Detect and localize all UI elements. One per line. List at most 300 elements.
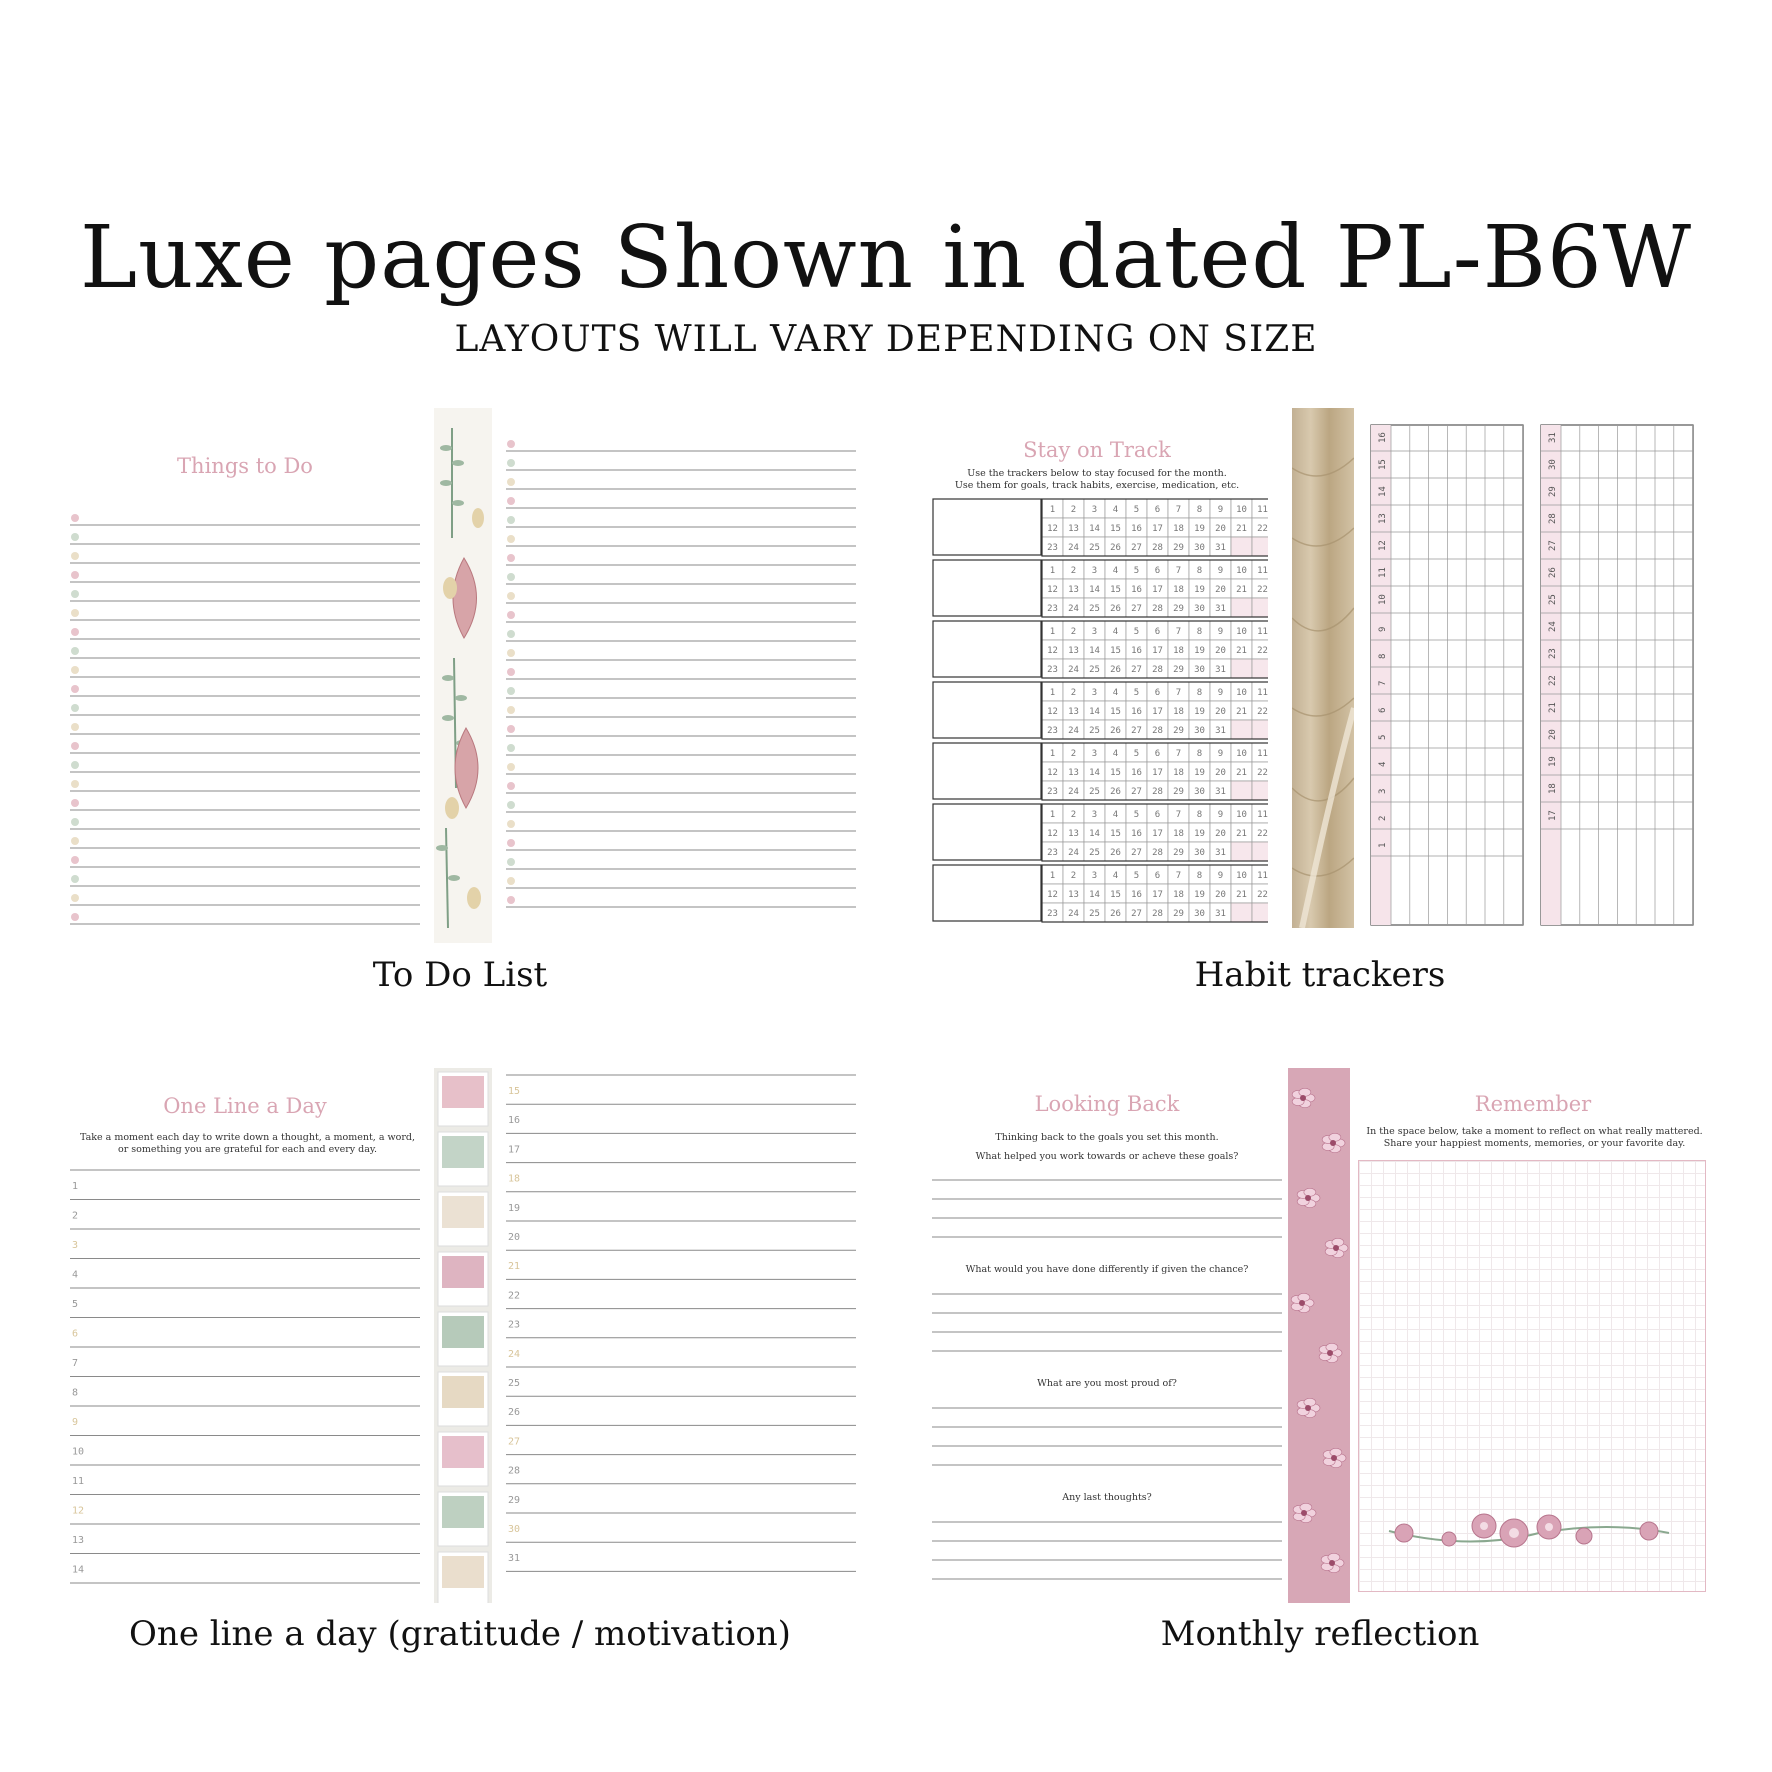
habit-day-number: 30 [1194, 848, 1205, 858]
habit-day-number: 15 [1110, 646, 1121, 656]
habit-day-number: 23 [1047, 787, 1058, 797]
oneline-day-number: 27 [508, 1436, 521, 1448]
habit-day-number: 18 [1173, 829, 1184, 839]
bullet-dot [71, 913, 79, 921]
habit-day-number: 25 [1089, 909, 1100, 919]
habit-day-number: 17 [1152, 890, 1163, 900]
habit-label-box [933, 865, 1041, 921]
habit-day-number: 14 [1089, 829, 1100, 839]
oneline-day-number: 22 [508, 1290, 521, 1302]
habit-label-box [933, 743, 1041, 799]
habit-day-number: 7 [1175, 627, 1182, 637]
tracker-column-17-31 [1540, 424, 1696, 944]
oneline-day-number: 14 [72, 1564, 85, 1576]
habit-day-number: 14 [1089, 524, 1100, 534]
bullet-dot [71, 837, 79, 845]
oneline-day-number: 24 [508, 1348, 521, 1360]
habit-day-number: 10 [1236, 749, 1247, 759]
tracker-day-number: 25 [1548, 594, 1558, 605]
habit-day-number: 19 [1194, 829, 1205, 839]
habit-label-box [933, 560, 1041, 616]
habit-day-number: 8 [1196, 505, 1203, 515]
tracker-day-number: 8 [1378, 653, 1388, 659]
todo-caption: To Do List [372, 955, 548, 995]
habit-day-number: 31 [1215, 848, 1226, 858]
oneline-day-number: 26 [508, 1407, 521, 1419]
habit-day-number: 27 [1131, 543, 1142, 553]
habit-day-number: 26 [1110, 787, 1121, 797]
swatch-color [442, 1376, 484, 1408]
habit-day-number: 25 [1089, 726, 1100, 736]
habit-day-number: 3 [1091, 566, 1098, 576]
habit-day-number: 27 [1131, 787, 1142, 797]
habit-day-number: 29 [1173, 604, 1184, 614]
habit-day-number: 14 [1089, 646, 1100, 656]
habit-day-number: 6 [1154, 627, 1161, 637]
tracker-day-number: 28 [1548, 513, 1558, 524]
bullet-dot [507, 725, 515, 733]
bullet-dot [71, 647, 79, 655]
habit-day-number: 25 [1089, 848, 1100, 858]
habit-day-number: 20 [1215, 646, 1226, 656]
orchid-flower [1323, 1448, 1346, 1467]
habit-day-number: 8 [1196, 566, 1203, 576]
habit-day-number: 29 [1173, 726, 1184, 736]
habit-day-number: 14 [1089, 585, 1100, 595]
habit-day-number: 29 [1173, 909, 1184, 919]
bullet-dot [71, 704, 79, 712]
habit-day-number: 21 [1236, 890, 1247, 900]
habit-caption: Habit trackers [1194, 955, 1446, 995]
orchid-flower [1321, 1553, 1344, 1572]
habit-day-number: 8 [1196, 688, 1203, 698]
bullet-dot [71, 552, 79, 560]
oneline-day-number: 23 [508, 1319, 521, 1331]
habit-day-number: 3 [1091, 871, 1098, 881]
habit-day-number: 22 [1257, 585, 1268, 595]
habit-day-number: 22 [1257, 646, 1268, 656]
habit-day-number: 8 [1196, 627, 1203, 637]
bullet-dot [71, 666, 79, 674]
bullet-dot [71, 780, 79, 788]
oneline-day-number: 11 [72, 1476, 85, 1487]
tracker-number-column [1541, 425, 1561, 925]
todo-right-lines [506, 408, 856, 943]
habit-day-cell [1231, 659, 1252, 678]
habit-day-number: 18 [1173, 768, 1184, 778]
habit-day-number: 20 [1215, 707, 1226, 717]
habit-day-number: 24 [1068, 909, 1079, 919]
swatch-color [442, 1136, 484, 1168]
habit-day-number: 1 [1049, 688, 1056, 698]
bullet-dot [71, 628, 79, 636]
habit-day-number: 13 [1068, 646, 1079, 656]
habit-day-number: 26 [1110, 543, 1121, 553]
reflection-page-title: Looking Back [1034, 1092, 1180, 1116]
page-title: Luxe pages Shown in dated PL-B6W [79, 208, 1693, 308]
habit-day-number: 9 [1217, 688, 1224, 698]
bullet-dot [71, 761, 79, 769]
habit-spread [932, 408, 1697, 928]
habit-day-number: 31 [1215, 726, 1226, 736]
habit-day-number: 28 [1152, 909, 1163, 919]
habit-day-number: 19 [1194, 585, 1205, 595]
bullet-dot [71, 533, 79, 541]
bullet-dot [507, 706, 515, 714]
oneline-day-number: 21 [508, 1261, 521, 1273]
habit-page-title: Stay on Track [1023, 438, 1171, 462]
habit-day-number: 21 [1236, 585, 1247, 595]
tracker-day-number: 30 [1548, 459, 1558, 470]
habit-day-number: 9 [1217, 627, 1224, 637]
habit-day-number: 31 [1215, 787, 1226, 797]
habit-day-number: 13 [1068, 524, 1079, 534]
habit-day-number: 28 [1152, 848, 1163, 858]
habit-day-number: 4 [1112, 871, 1119, 881]
habit-day-number: 7 [1175, 688, 1182, 698]
habit-day-number: 12 [1047, 768, 1058, 778]
tracker-number-column [1371, 425, 1391, 925]
habit-day-number: 24 [1068, 848, 1079, 858]
oneline-day-number: 16 [508, 1115, 521, 1127]
swatch-color [442, 1256, 484, 1288]
habit-label-box [933, 804, 1041, 860]
orchid-flower [1297, 1188, 1320, 1207]
habit-day-number: 18 [1173, 646, 1184, 656]
botanical-leaves-image [434, 408, 492, 943]
habit-day-number: 8 [1196, 810, 1203, 820]
habit-day-number: 14 [1089, 768, 1100, 778]
habit-day-number: 2 [1070, 566, 1077, 576]
bullet-dot [71, 590, 79, 598]
habit-day-number: 29 [1173, 848, 1184, 858]
oneline-day-number: 9 [72, 1417, 79, 1428]
bullet-dot [507, 801, 515, 809]
habit-day-number: 6 [1154, 566, 1161, 576]
habit-day-number: 15 [1110, 707, 1121, 717]
reflection-question-1: What helped you work towards or acheve these goals? [975, 1151, 1239, 1162]
habit-day-number: 16 [1131, 646, 1142, 656]
habit-day-number: 22 [1257, 768, 1268, 778]
habit-day-cell [1231, 720, 1252, 739]
habit-day-number: 3 [1091, 505, 1098, 515]
habit-day-number: 6 [1154, 688, 1161, 698]
oneline-day-number: 1 [72, 1181, 79, 1192]
habit-day-number: 11 [1257, 566, 1268, 576]
habit-day-number: 31 [1215, 604, 1226, 614]
oneline-spread [70, 1068, 855, 1603]
habit-day-number: 1 [1049, 627, 1056, 637]
habit-day-number: 21 [1236, 524, 1247, 534]
tracker-day-number: 15 [1378, 459, 1388, 470]
habit-day-number: 12 [1047, 646, 1058, 656]
habit-day-number: 10 [1236, 627, 1247, 637]
habit-day-number: 5 [1133, 810, 1140, 820]
habit-day-number: 15 [1110, 585, 1121, 595]
oneline-day-number: 5 [72, 1299, 79, 1310]
habit-day-number: 20 [1215, 890, 1226, 900]
habit-label-box [933, 621, 1041, 677]
reflection-lines [932, 1068, 1284, 1603]
habit-day-number: 2 [1070, 810, 1077, 820]
habit-day-number: 11 [1257, 688, 1268, 698]
habit-day-number: 9 [1217, 505, 1224, 515]
habit-day-number: 19 [1194, 707, 1205, 717]
tracker-day-number: 17 [1548, 810, 1558, 821]
swatch-color [442, 1076, 484, 1108]
bullet-dot [71, 571, 79, 579]
tracker-day-number: 12 [1378, 540, 1388, 551]
bullet-dot [71, 856, 79, 864]
habit-day-number: 15 [1110, 524, 1121, 534]
habit-day-number: 27 [1131, 848, 1142, 858]
orchid-garland-image [1359, 1161, 1705, 1591]
bullet-dot [507, 668, 515, 676]
habit-day-number: 7 [1175, 871, 1182, 881]
orchid-flower [1291, 1293, 1314, 1312]
habit-day-cell [1231, 903, 1252, 922]
habit-day-number: 17 [1152, 829, 1163, 839]
habit-day-number: 20 [1215, 829, 1226, 839]
habit-day-number: 12 [1047, 829, 1058, 839]
habit-day-number: 30 [1194, 604, 1205, 614]
bullet-dot [71, 514, 79, 522]
todo-page-title: Things to Do [177, 454, 313, 478]
habit-day-number: 27 [1131, 909, 1142, 919]
habit-day-number: 1 [1049, 871, 1056, 881]
swatch-color [442, 1496, 484, 1528]
habit-day-number: 30 [1194, 726, 1205, 736]
habit-day-number: 4 [1112, 688, 1119, 698]
habit-day-number: 20 [1215, 768, 1226, 778]
habit-day-number: 26 [1110, 665, 1121, 675]
habit-label-box [933, 682, 1041, 738]
tracker-day-number: 18 [1548, 783, 1558, 794]
habit-day-number: 28 [1152, 543, 1163, 553]
orchid-flower [1322, 1133, 1345, 1152]
habit-day-number: 1 [1049, 566, 1056, 576]
swatch-color [442, 1316, 484, 1348]
remember-grid-box [1358, 1160, 1706, 1592]
bullet-dot [507, 820, 515, 828]
tracker-day-number: 5 [1378, 734, 1388, 740]
oneline-day-number: 29 [508, 1494, 521, 1506]
habit-day-number: 11 [1257, 505, 1268, 515]
habit-day-number: 6 [1154, 749, 1161, 759]
bullet-dot [71, 609, 79, 617]
habit-day-number: 2 [1070, 749, 1077, 759]
habit-day-cell [1231, 598, 1252, 617]
reflection-intro: Thinking back to the goals you set this month. [995, 1132, 1219, 1143]
habit-day-number: 27 [1131, 604, 1142, 614]
habit-day-number: 16 [1131, 524, 1142, 534]
habit-day-cell [1231, 537, 1252, 556]
habit-day-number: 24 [1068, 665, 1079, 675]
habit-day-number: 5 [1133, 505, 1140, 515]
habit-day-number: 6 [1154, 810, 1161, 820]
habit-day-number: 18 [1173, 585, 1184, 595]
habit-day-number: 13 [1068, 890, 1079, 900]
swatch-strip [434, 1068, 492, 1603]
oneline-day-number: 10 [72, 1446, 85, 1458]
habit-day-number: 26 [1110, 848, 1121, 858]
orchid-flower [1319, 1343, 1342, 1362]
habit-day-number: 5 [1133, 627, 1140, 637]
habit-day-number: 10 [1236, 871, 1247, 881]
habit-day-number: 12 [1047, 707, 1058, 717]
bullet-dot [507, 459, 515, 467]
habit-day-number: 12 [1047, 890, 1058, 900]
page-subtitle: LAYOUTS WILL VARY DEPENDING ON SIZE [454, 319, 1318, 360]
oneline-day-number: 4 [72, 1269, 79, 1281]
oneline-day-number: 12 [72, 1505, 85, 1517]
habit-day-number: 5 [1133, 566, 1140, 576]
habit-day-cell [1252, 781, 1268, 800]
tracker-day-number: 3 [1378, 788, 1388, 794]
habit-day-number: 23 [1047, 665, 1058, 675]
habit-day-number: 19 [1194, 646, 1205, 656]
bullet-dot [507, 497, 515, 505]
habit-day-number: 10 [1236, 810, 1247, 820]
oneline-left-lines [70, 1068, 422, 1603]
swatch-color [442, 1556, 484, 1588]
todo-spread [70, 408, 855, 943]
oneline-day-number: 15 [508, 1086, 521, 1097]
orchid-strip [1288, 1068, 1350, 1603]
habit-day-number: 25 [1089, 543, 1100, 553]
oneline-day-number: 3 [72, 1240, 79, 1251]
habit-day-number: 12 [1047, 524, 1058, 534]
habit-day-number: 16 [1131, 890, 1142, 900]
reflection-question-3: What are you most proud of? [1037, 1378, 1177, 1389]
reflection-caption: Monthly reflection [1160, 1614, 1480, 1654]
habit-day-number: 19 [1194, 890, 1205, 900]
bullet-dot [507, 763, 515, 771]
remember-title: Remember [1474, 1092, 1592, 1116]
tracker-day-number: 11 [1378, 567, 1388, 578]
habit-day-number: 10 [1236, 505, 1247, 515]
habit-day-number: 6 [1154, 505, 1161, 515]
habit-day-cell [1252, 903, 1268, 922]
tracker-day-number: 9 [1378, 626, 1388, 632]
habit-day-number: 12 [1047, 585, 1058, 595]
habit-day-number: 31 [1215, 543, 1226, 553]
tracker-day-number: 22 [1548, 675, 1558, 686]
habit-day-number: 31 [1215, 909, 1226, 919]
bullet-dot [507, 858, 515, 866]
habit-day-number: 24 [1068, 543, 1079, 553]
habit-day-number: 25 [1089, 787, 1100, 797]
habit-day-number: 13 [1068, 829, 1079, 839]
habit-day-number: 4 [1112, 505, 1119, 515]
habit-day-number: 5 [1133, 749, 1140, 759]
habit-day-number: 1 [1049, 749, 1056, 759]
habit-day-number: 3 [1091, 688, 1098, 698]
habit-day-number: 23 [1047, 543, 1058, 553]
habit-day-number: 22 [1257, 890, 1268, 900]
habit-day-number: 18 [1173, 707, 1184, 717]
bullet-dot [71, 723, 79, 731]
tracker-day-number: 27 [1548, 540, 1558, 551]
habit-day-number: 29 [1173, 543, 1184, 553]
habit-day-number: 23 [1047, 909, 1058, 919]
tracker-border [1371, 425, 1523, 925]
wood-strip [1292, 408, 1354, 928]
bullet-dot [71, 818, 79, 826]
habit-day-number: 15 [1110, 890, 1121, 900]
habit-day-number: 21 [1236, 829, 1247, 839]
habit-day-cell [1231, 842, 1252, 861]
tracker-day-number: 6 [1378, 707, 1388, 713]
oneline-day-number: 7 [72, 1358, 79, 1369]
habit-day-number: 16 [1131, 707, 1142, 717]
habit-day-number: 18 [1173, 890, 1184, 900]
tracker-column-1-16 [1370, 424, 1526, 944]
habit-day-number: 17 [1152, 585, 1163, 595]
orchid-flower [1293, 1503, 1316, 1522]
habit-day-number: 16 [1131, 585, 1142, 595]
wood-texture-image [1292, 408, 1354, 928]
habit-day-number: 26 [1110, 604, 1121, 614]
bullet-dot [507, 554, 515, 562]
habit-day-number: 29 [1173, 787, 1184, 797]
bullet-dot [507, 440, 515, 448]
habit-day-number: 26 [1110, 726, 1121, 736]
bullet-dot [507, 592, 515, 600]
habit-day-number: 21 [1236, 768, 1247, 778]
habit-day-number: 11 [1257, 810, 1268, 820]
bullet-dot [507, 535, 515, 543]
oneline-page-title: One Line a Day [163, 1094, 327, 1118]
habit-day-number: 10 [1236, 566, 1247, 576]
oneline-day-number: 2 [72, 1210, 79, 1222]
bullet-dot [71, 742, 79, 750]
tracker-day-number: 4 [1378, 761, 1388, 767]
habit-day-number: 3 [1091, 749, 1098, 759]
habit-day-number: 17 [1152, 768, 1163, 778]
habit-day-number: 28 [1152, 604, 1163, 614]
tracker-day-number: 26 [1548, 567, 1558, 578]
reflection-question-2: What would you have done differently if given the chance? [965, 1264, 1249, 1275]
habit-day-number: 2 [1070, 627, 1077, 637]
habit-day-number: 9 [1217, 749, 1224, 759]
orchid-pattern-image [1288, 1068, 1350, 1603]
habit-day-number: 4 [1112, 566, 1119, 576]
bullet-dot [507, 516, 515, 524]
habit-day-number: 7 [1175, 505, 1182, 515]
habit-day-number: 1 [1049, 505, 1056, 515]
habit-day-number: 9 [1217, 566, 1224, 576]
tracker-day-number: 7 [1378, 680, 1388, 686]
bullet-dot [507, 611, 515, 619]
habit-day-number: 11 [1257, 749, 1268, 759]
oneline-day-number: 19 [508, 1202, 521, 1214]
habit-day-number: 4 [1112, 749, 1119, 759]
bullet-dot [507, 573, 515, 581]
habit-day-number: 6 [1154, 871, 1161, 881]
habit-day-cell [1252, 537, 1268, 556]
habit-day-number: 25 [1089, 604, 1100, 614]
bullet-dot [507, 687, 515, 695]
bullet-dot [507, 478, 515, 486]
habit-day-number: 4 [1112, 810, 1119, 820]
habit-day-number: 19 [1194, 768, 1205, 778]
tracker-day-number: 1 [1378, 842, 1388, 848]
habit-day-number: 27 [1131, 665, 1142, 675]
bullet-dot [507, 877, 515, 885]
habit-day-number: 28 [1152, 665, 1163, 675]
habit-day-number: 3 [1091, 810, 1098, 820]
